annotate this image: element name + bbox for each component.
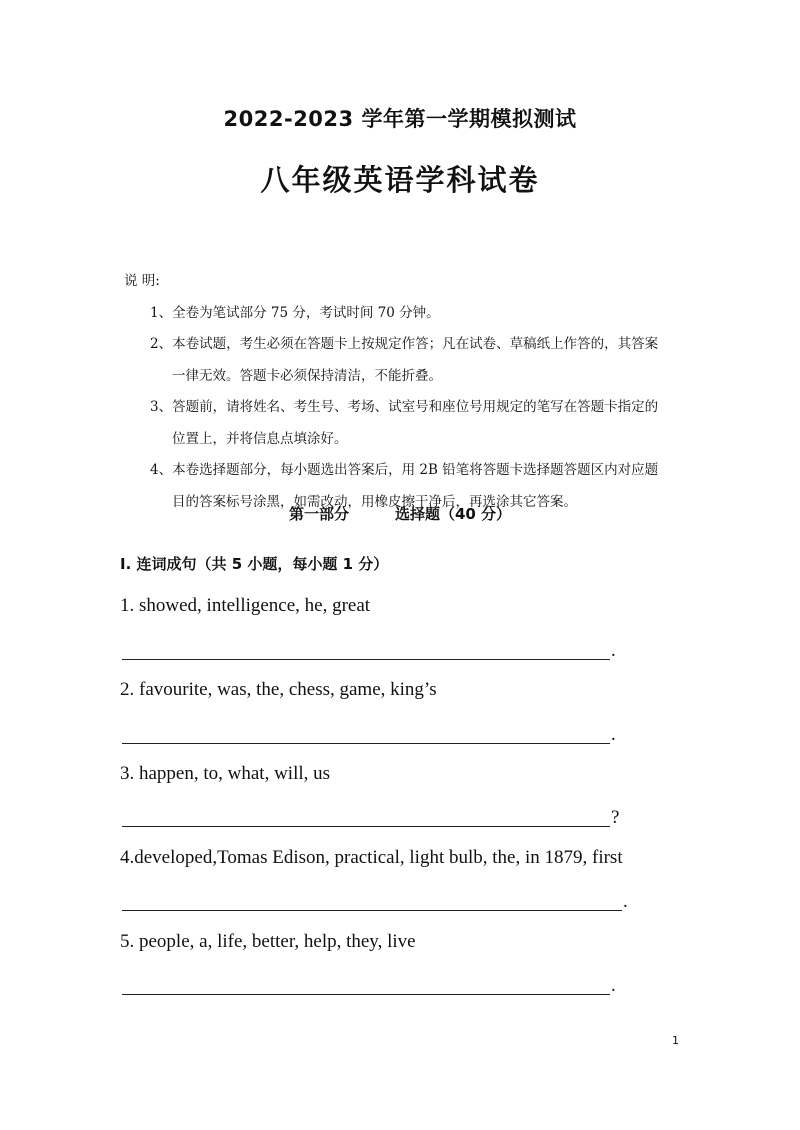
- question-5-prompt: 5. people, a, life, better, help, they, live: [120, 931, 416, 952]
- page-number: 1: [672, 1034, 679, 1047]
- answer-rule: [122, 743, 610, 744]
- answer-rule: [122, 994, 610, 995]
- instruction-item-4: 4、本卷选择题部分，每小题选出答案后，用 2B 铅笔将答题卡选择题答题区内对应题: [150, 462, 659, 478]
- question-2-prompt: 2. favourite, was, the, chess, game, king’s: [120, 679, 437, 700]
- question-1-prompt: 1. showed, intelligence, he, great: [120, 595, 371, 616]
- question-1-answer-line[interactable]: [122, 632, 622, 660]
- part-one-heading: I. 连词成句（共 5 小题，每小题 1 分）: [120, 555, 389, 573]
- question-5-end-mark: .: [611, 975, 616, 996]
- section-heading: [0, 503, 800, 524]
- question-4-end-mark: .: [623, 891, 628, 912]
- instruction-item-3: 3、答题前，请将姓名、考生号、考场、试室号和座位号用规定的笔写在答题卡指定的: [150, 399, 659, 415]
- section-name: 选择题（40 分）: [394, 505, 512, 523]
- question-5-answer-line[interactable]: [122, 967, 622, 995]
- question-2-end-mark: .: [611, 724, 616, 745]
- instructions-block: [124, 266, 694, 518]
- answer-rule: [122, 659, 610, 660]
- question-4-answer-line[interactable]: [122, 883, 632, 911]
- exam-title: 2022-2023 学年第一学期模拟测试: [223, 107, 577, 131]
- instruction-item-1: 1、全卷为笔试部分 75 分，考试时间 70 分钟。: [150, 304, 440, 321]
- question-3-end-mark: ?: [611, 807, 620, 828]
- question-4-prompt: 4.developed,Tomas Edison, practical, light bulb, the, in 1879, first: [120, 847, 623, 868]
- question-3-answer-line[interactable]: [122, 799, 632, 827]
- question-1-end-mark: .: [611, 640, 616, 661]
- instructions-label: 说 明:: [124, 273, 160, 289]
- instruction-item-2: 2、本卷试题，考生必须在答题卡上按规定作答；凡在试卷、草稿纸上作答的，其答案: [150, 336, 659, 352]
- answer-rule: [122, 826, 610, 827]
- question-2-answer-line[interactable]: [122, 716, 622, 744]
- instruction-item-3-cont: 位置上，并将信息点填涂好。: [172, 430, 348, 447]
- instruction-item-2-cont: 一律无效。答题卡必须保持清洁，不能折叠。: [172, 367, 442, 384]
- question-3-prompt: 3. happen, to, what, will, us: [120, 763, 331, 784]
- answer-rule: [122, 910, 622, 911]
- instruction-item-4-cont: 目的答案标号涂黑，如需改动，用橡皮擦干净后，再选涂其它答案。: [172, 493, 577, 510]
- section-part: 第一部分: [288, 505, 349, 523]
- exam-subtitle: 八年级英语学科试卷: [260, 163, 540, 197]
